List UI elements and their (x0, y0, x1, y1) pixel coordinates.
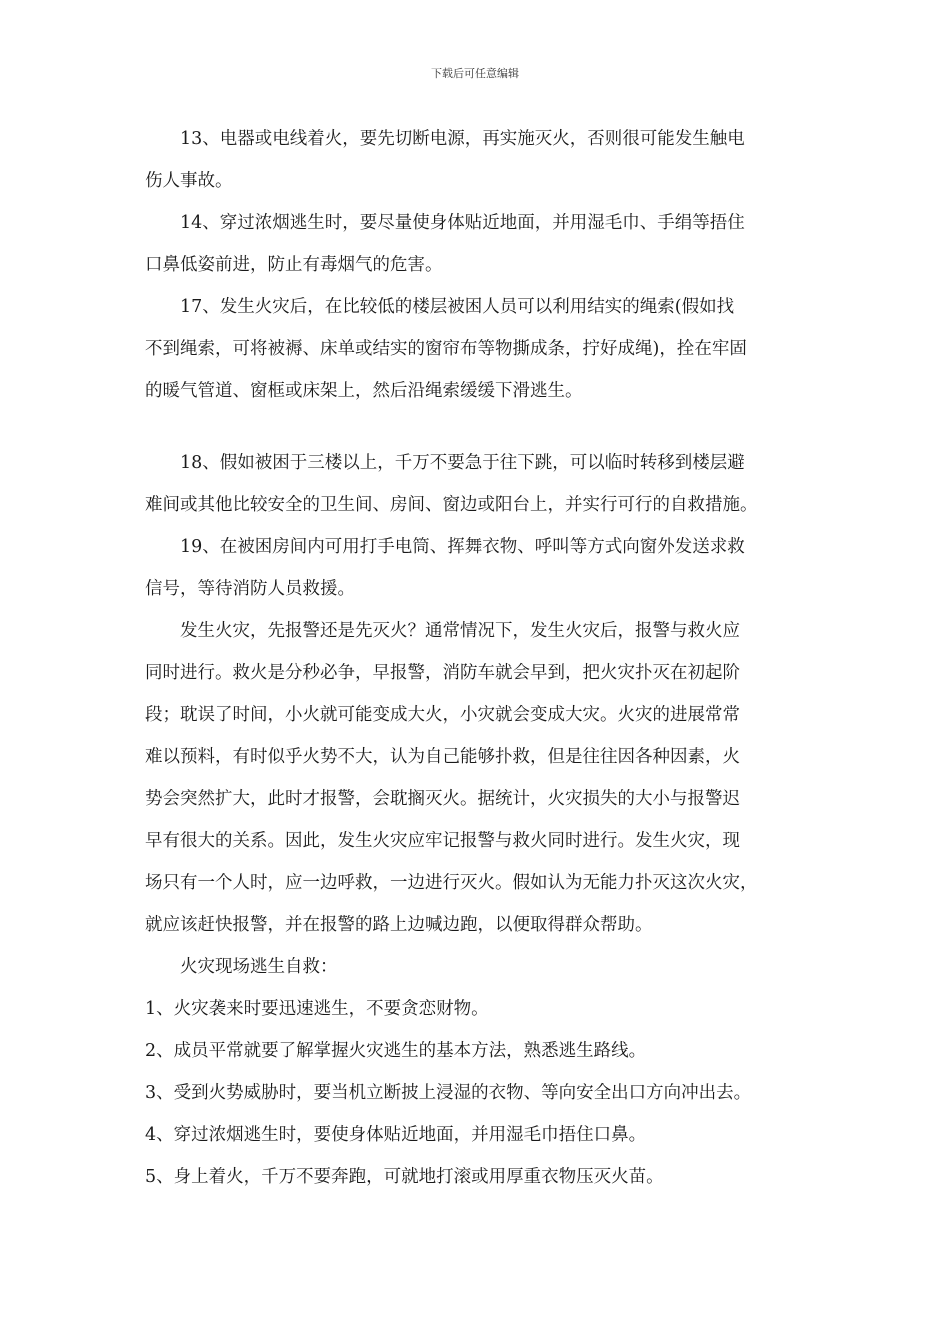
text-line: 13、电器或电线着火，要先切断电源，再实施灭火，否则很可能发生触电 (180, 129, 745, 149)
text-line: 段；耽误了时间，小火就可能变成大火，小灾就会变成大灾。火灾的进展常常 (145, 705, 740, 725)
text-line: 势会突然扩大，此时才报警，会耽搁灭火。据统计，火灾损失的大小与报警迟 (145, 789, 740, 809)
text-line: 伤人事故。 (145, 171, 233, 191)
text-line: 信号，等待消防人员救援。 (145, 579, 355, 599)
text-line: 发生火灾，先报警还是先灭火？通常情况下，发生火灾后，报警与救火应 (180, 621, 740, 641)
list-item: 2、成员平常就要了解掌握火灾逃生的基本方法，熟悉逃生路线。 (145, 1041, 647, 1061)
text-line: 17、发生火灾后，在比较低的楼层被困人员可以利用结实的绳索(假如找 (180, 297, 735, 317)
page-header: 下载后可任意编辑 (431, 67, 519, 80)
section-heading: 火灾现场逃生自救： (180, 957, 338, 977)
text-line: 同时进行。救火是分秒必争，早报警，消防车就会早到，把火灾扑灭在初起阶 (145, 663, 740, 683)
text-line: 18、假如被困于三楼以上，千万不要急于往下跳，可以临时转移到楼层避 (180, 453, 745, 473)
document-body (145, 118, 809, 1198)
text-line: 19、在被困房间内可用打手电筒、挥舞衣物、呼叫等方式向窗外发送求救 (180, 537, 745, 557)
list-item: 5、身上着火，千万不要奔跑，可就地打滚或用厚重衣物压灭火苗。 (145, 1167, 664, 1187)
text-line: 口鼻低姿前进，防止有毒烟气的危害。 (145, 255, 443, 275)
paragraph-19 (145, 526, 809, 610)
text-line: 不到绳索，可将被褥、床单或结实的窗帘布等物撕成条，拧好成绳)，拴在牢固 (145, 339, 747, 359)
text-line: 场只有一个人时，应一边呼救，一边进行灭火。假如认为无能力扑灭这次火灾， (145, 873, 758, 893)
list-item: 4、穿过浓烟逃生时，要使身体贴近地面，并用湿毛巾捂住口鼻。 (145, 1125, 647, 1145)
text-line: 的暖气管道、窗框或床架上，然后沿绳索缓缓下滑逃生。 (145, 381, 583, 401)
paragraph-18 (145, 442, 809, 526)
list-item: 3、受到火势威胁时，要当机立断披上浸湿的衣物、等向安全出口方向冲出去。 (145, 1083, 752, 1103)
text-line: 就应该赶快报警，并在报警的路上边喊边跑，以便取得群众帮助。 (145, 915, 653, 935)
text-line: 14、穿过浓烟逃生时，要尽量使身体贴近地面，并用湿毛巾、手绢等捂住 (180, 213, 745, 233)
paragraph-13 (145, 118, 809, 202)
paragraph-alarm-or-extinguish (145, 610, 809, 946)
text-line: 早有很大的关系。因此，发生火灾应牢记报警与救火同时进行。发生火灾，现 (145, 831, 740, 851)
paragraph-14 (145, 202, 809, 286)
paragraph-gap (145, 412, 809, 442)
text-line: 难间或其他比较安全的卫生间、房间、窗边或阳台上，并实行可行的自救措施。 (145, 495, 758, 515)
text-line: 难以预料，有时似乎火势不大，认为自己能够扑救，但是往往因各种因素，火 (145, 747, 740, 767)
section-heading-escape (145, 946, 809, 988)
escape-list (145, 988, 809, 1198)
list-item: 1、火灾袭来时要迅速逃生，不要贪恋财物。 (145, 999, 489, 1019)
paragraph-17 (145, 286, 809, 412)
